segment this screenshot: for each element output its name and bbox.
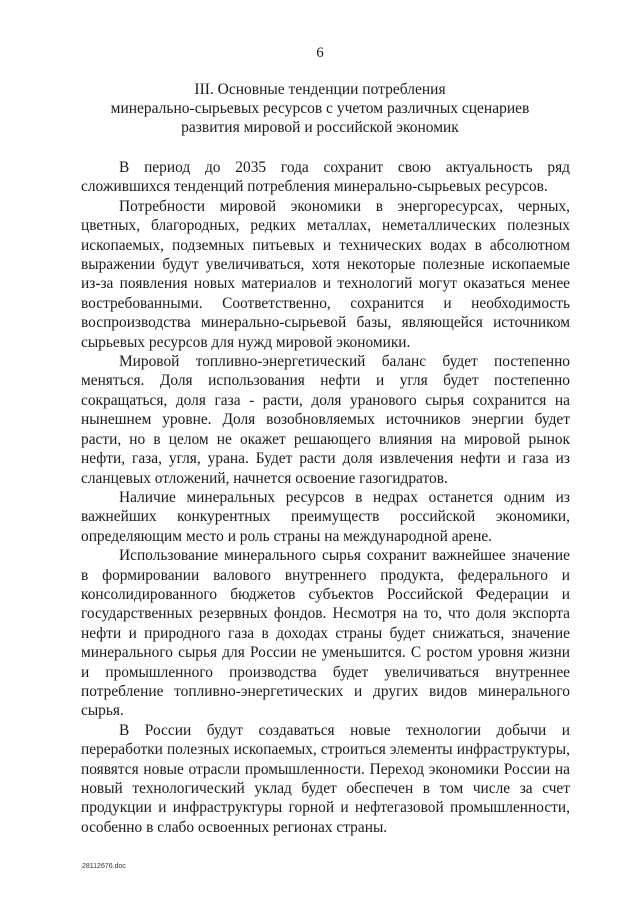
paragraph: Потребности мировой экономики в энергоресурсах, черных, цветных, благородных, редких металлах, неметаллических полезных ископаемых, подземных питьевых и технических водах в абсолютном выражении будут увеличиваться, хотя некоторые полезные ископаемые из-за появления новых материалов и технологий могут оказаться менее востребованными. Соответственно, сохранится и необходимость воспроизводства минерально-сырьевой базы, являющейся источником сырьевых ресурсов для нужд мировой экономики.	[81, 197, 570, 351]
section-title-line: развития мировой и российской экономик	[181, 119, 459, 136]
section-title	[100, 80, 540, 137]
paragraph: Мировой топливно-энергетический баланс будет постепенно меняться. Доля использования нефти и угля будет постепенно сокращаться, доля газа - расти, доля уранового сырья сохранится на нынешнем уровне. Доля возобновляемых источников энергии будет расти, но в целом не окажет решающего влияния на мировой рынок нефти, газа, угля, урана. Будет расти доля извлечения нефти и газа из сланцевых отложений, начнется освоение газогидратов.	[81, 353, 570, 487]
section-title-line: III. Основные тенденции потребления	[194, 81, 446, 98]
document-file-code: 28112676.doc	[82, 863, 126, 870]
paragraph: В России будут создаваться новые технологии добычи и переработки полезных ископаемых, строиться элементы инфраструктуры, появятся новые отрасли промышленности. Переход экономики России на новый технологический уклад будет обеспечен в том числе за счет продукции и инфраструктуры горной и нефтегазовой промышленности, особенно в слабо освоенных регионах страны.	[81, 721, 570, 836]
paragraph: Использование минерального сырья сохранит важнейшее значение в формировании валового внутреннего продукта, федерального и консолидированного бюджетов субъектов Российской Федерации и государственных резервных фондов. Несмотря на то, что доля экспорта нефти и природного газа в доходах страны будет снижаться, значение минерального сырья для России не уменьшится. С ростом уровня жизни и промышленного производства будет увеличиваться внутреннее потребление топливно-энергетических и других видов минерального сырья.	[81, 547, 570, 720]
paragraph: Наличие минеральных ресурсов в недрах останется одним из важнейших конкурентных преимуществ российской экономики, определяющим место и роль страны на международной арене.	[81, 488, 570, 545]
page-number: 6	[316, 45, 324, 61]
section-title-line: минерально-сырьевых ресурсов с учетом различных сценариев	[110, 100, 530, 117]
paragraph: В период до 2035 года сохранит свою актуальность ряд сложившихся тенденций потребления минерально-сырьевых ресурсов.	[81, 159, 570, 196]
body-text	[81, 158, 570, 837]
